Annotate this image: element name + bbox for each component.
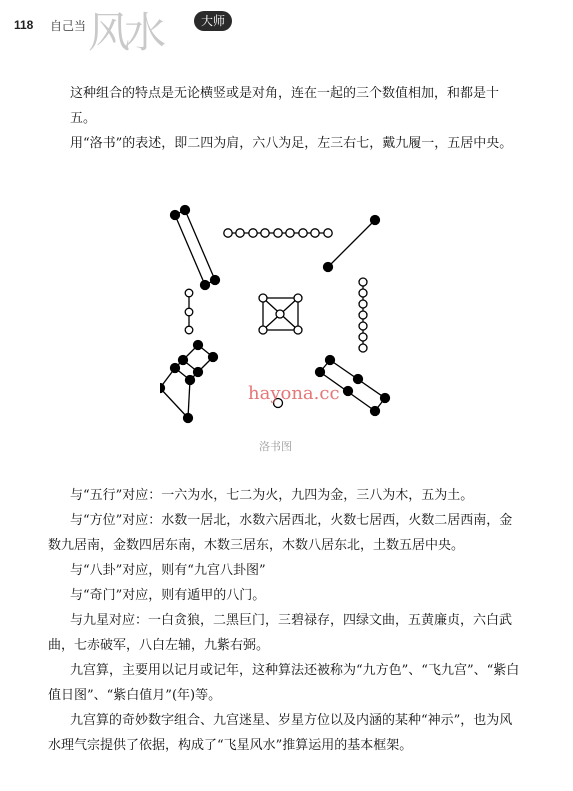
paragraph-2: 用“洛书”的表述，即二四为肩，六八为足，左三右七，戴九履一，五居中央。 bbox=[70, 136, 513, 151]
watermark: hayona.cc bbox=[248, 383, 340, 404]
luoshu-group-7 bbox=[359, 278, 367, 352]
luoshu-group-4 bbox=[171, 206, 220, 290]
brush-title: 风水 bbox=[88, 8, 161, 57]
paragraph-3: 与“五行”对应：一六为水，七二为火，九四为金，三八为木，五为土。 bbox=[70, 488, 474, 503]
luoshu-group-8 bbox=[160, 341, 218, 423]
luoshu-group-3 bbox=[185, 289, 193, 334]
luoshu-group-5 bbox=[259, 294, 302, 334]
figure-caption: 洛书图 bbox=[259, 440, 292, 453]
paragraph-6: 与“奇门”对应，则有遁甲的八门。 bbox=[70, 588, 266, 603]
paragraph-8: 九宫算，主要用以记月或记年，这种算法还被称为“九方色”、“飞九宫”、“紫白值日图”、“紫白值月”(年)等。 bbox=[48, 663, 520, 703]
paragraph-9: 九宫算的奇妙数字组合、九宫迷星、岁星方位以及内涵的某种“神示”，也为风水理气宗提供了依据，构成了“飞星风水”推算运用的基本框架。 bbox=[48, 713, 513, 753]
series-text: 自己当 bbox=[50, 19, 87, 33]
paragraph-4: 与“方位”对应：水数一居北，水数六居西北，火数七居西，火数二居西南，金数九居南，金数四居东南，木数三居东，木数八居东北，土数五居中央。 bbox=[48, 513, 513, 553]
page-number: 118 bbox=[14, 18, 34, 32]
paragraph-7: 与九星对应：一白贪狼，二黑巨门，三碧禄存，四绿文曲，五黄廉贞，六白武曲，七赤破军，八白左辅，九紫右弼。 bbox=[48, 613, 513, 653]
paragraph-1: 这种组合的特点是无论横竖或是对角，连在一起的三个数值相加，和都是十五。 bbox=[70, 86, 500, 126]
paragraph-5: 与“八卦”对应，则有“九宫八卦图” bbox=[70, 563, 266, 578]
luoshu-group-2 bbox=[324, 216, 380, 272]
master-badge: 大师 bbox=[194, 11, 232, 31]
luoshu-group-9 bbox=[224, 229, 332, 237]
page-header bbox=[0, 0, 573, 57]
